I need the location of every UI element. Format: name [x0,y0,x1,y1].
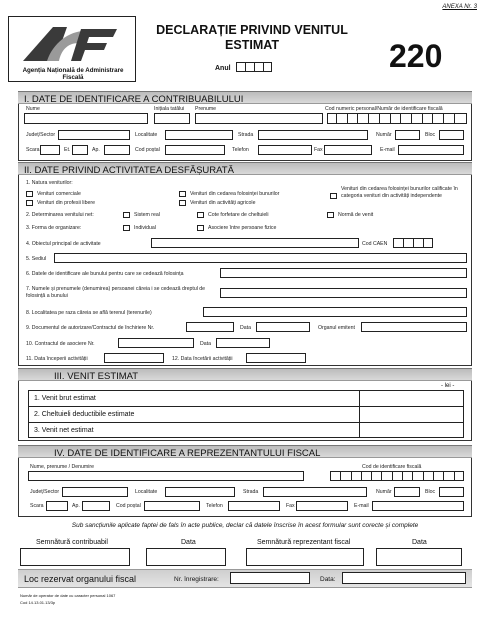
label-ap: Ap. [92,147,100,153]
rep-cif-field[interactable] [330,471,464,481]
label-rep-cod-postal: Cod poștal [116,503,141,509]
year-label: Anul [215,65,231,72]
label-determinarea: 2. Determinarea venitului net: [26,212,94,218]
declaration-text: Sub sancțiunile aplicate faptei de fals în acte publice, declar că datele înscrise în acest formular sunt corecte și complete [71,522,419,529]
label-bloc: Bloc [425,132,436,138]
label-telefon: Telefon [232,147,249,153]
label-persoane: 7. Numele și prenumele (denumirea) persoanei căreia i se cedează dreptul de folosință a bunului [26,286,206,299]
label-cote: Cote forfetare de cheltuieli [208,212,269,218]
contract-field[interactable] [118,338,194,348]
label-contract: 10. Contractul de asociere Nr. [26,341,95,347]
rep-ap-field[interactable] [82,501,110,511]
venit-cheltuieli-value[interactable] [360,407,464,422]
checkbox-asociere[interactable] [197,225,204,231]
label-individual: Individual [134,225,156,231]
label-etaj: Et. [64,147,71,153]
label-nume: Nume [26,106,40,112]
incetare-field[interactable] [246,353,306,363]
form-title-line1: DECLARAȚIE PRIVIND VENITUL [156,23,348,37]
anaf-logo-icon [9,19,135,67]
reserved-data-field[interactable] [342,572,466,584]
label-rep-localitate: Localitate [135,489,158,495]
label-rep-email: E-mail [354,503,369,509]
inceput-field[interactable] [104,353,164,363]
label-independente: Venituri din cedarea folosinței bunurilor calificate în categoria venituri din activități independente [341,186,458,199]
rep-telefon-field[interactable] [228,501,280,511]
label-asociere: Asociere între persoane fizice [208,225,277,231]
prenume-field[interactable] [195,113,323,124]
section-representative-header [18,445,472,458]
signature-reprezentant-field[interactable] [246,548,364,566]
obiect-field[interactable] [151,238,359,248]
cnp-field[interactable] [327,113,467,124]
label-rep-strada: Strada [243,489,259,495]
label-rep-fax: Fax [286,503,295,509]
form-title-line2: ESTIMAT [225,38,279,52]
venit-row-cheltuieli: 2. Cheltuieli deductibile estimate [34,411,135,418]
checkbox-cedarea[interactable] [179,191,186,197]
judet-field[interactable] [58,130,130,140]
checkbox-profesii[interactable] [26,200,33,206]
checkbox-independente[interactable] [330,193,337,199]
persoane-field[interactable] [220,288,467,298]
label-agricole: Venituri din activități agricole [190,200,256,206]
label-sig-contribuabil: Semnătură contribuabil [36,539,108,546]
rep-scara-field[interactable] [46,501,68,511]
label-comerciale: Venituri comerciale [37,191,81,197]
label-scara: Scara [26,147,40,153]
section-activity-title: II. DATE PRIVIND ACTIVITATEA DESFĂȘURATĂ [24,165,234,176]
cod-postal-field[interactable] [165,145,225,155]
signature-contribuabil-field[interactable] [20,548,130,566]
fax-field[interactable] [324,145,372,155]
agency-logo [8,16,136,82]
section-venit-header [18,368,472,381]
label-caen: Cod CAEN [362,241,388,247]
bloc-field[interactable] [439,130,464,140]
telefon-field[interactable] [258,145,312,155]
label-cod-postal: Cod poștal [135,147,160,153]
caen-field[interactable] [393,238,433,248]
strada-field[interactable] [258,130,368,140]
numar-field[interactable] [395,130,420,140]
label-numar: Număr [376,132,392,138]
footer-code: Cod 14.13.01.13/3p [20,600,56,605]
footer-operator: Număr de operator de date cu caracter personal 1067 [20,593,116,598]
label-rep-ap: Ap. [72,503,80,509]
checkbox-agricole[interactable] [179,200,186,206]
label-strada: Strada [238,132,254,138]
reserved-data-label: Data: [320,576,336,583]
section-venit-title: III. VENIT ESTIMAT [54,371,139,382]
label-prenume: Prenume [195,106,217,112]
section-identification-title: I. DATE DE IDENTIFICARE A CONTRIBUABILULUI [24,94,244,105]
sediul-field[interactable] [54,253,467,263]
label-cedarea: Venituri din cedarea folosinței bunurilor [190,191,280,197]
venit-unit: - lei - [441,383,455,389]
rep-cod-postal-field[interactable] [144,501,200,511]
checkbox-cote[interactable] [197,212,204,218]
venit-net-value[interactable] [360,423,464,438]
localitate-field[interactable] [165,130,233,140]
localitatea-field[interactable] [203,307,467,317]
year-field[interactable] [236,62,272,72]
label-data-documentul: Data [240,325,251,331]
rep-numar-field[interactable] [394,487,420,497]
section-representative-title: IV. DATE DE IDENTIFICARE A REPREZENTANTULUI FISCAL [54,448,321,459]
venit-table [28,390,464,438]
form-number: 220 [389,38,443,74]
rep-localitate-field[interactable] [165,487,235,497]
label-email: E-mail [380,147,395,153]
ap-field[interactable] [104,145,130,155]
reserved-nr-label: Nr. înregistrare: [174,576,219,583]
label-rep-bloc: Bloc [425,489,436,495]
bunul-field[interactable] [220,268,467,278]
signature-data1-field[interactable] [146,548,226,566]
reserved-nr-field[interactable] [230,572,310,584]
rep-bloc-field[interactable] [439,487,464,497]
data-documentul-field[interactable] [256,322,310,332]
label-documentul: 9. Documentul de autorizare/Contractul de închiriere Nr. [26,325,155,331]
label-inceput: 11. Data începerii activității [26,356,88,362]
organul-field[interactable] [361,322,467,332]
reserved-label: Loc rezervat organului fiscal [24,574,137,584]
label-sediul: 5. Sediul [26,256,47,262]
label-rep-telefon: Telefon [206,503,223,509]
label-profesii: Venituri din profesii libere [37,200,95,206]
nume-field[interactable] [24,113,148,124]
rep-fax-field[interactable] [296,501,348,511]
label-sig-data2: Data [412,539,427,546]
label-rep-cif: Cod de identificare fiscală [362,464,422,470]
label-natura: 1. Natura veniturilor: [26,180,73,186]
label-obiect: 4. Obiectul principal de activitate [26,241,101,247]
label-initiala: Inițiala tatălui [154,106,185,112]
checkbox-sistem-real[interactable] [123,212,130,218]
documentul-field[interactable] [186,322,234,332]
scara-field[interactable] [40,145,60,155]
venit-row-brut: 1. Venit brut estimat [34,395,96,402]
signature-data2-field[interactable] [376,548,462,566]
label-sistem-real: Sistem real [134,212,160,218]
rep-email-field[interactable] [372,501,464,511]
label-rep-nume: Nume, prenume / Denumire [30,464,95,470]
label-organul: Organul emitent [318,325,355,331]
label-bunul: 6. Datele de identificare ale bunului pentru care se cedează folosința [26,271,184,277]
label-incetare: 12. Data încetării activității [172,356,233,362]
label-judet: Județ/Sector [26,132,56,138]
annex-label: ANEXA Nr. 3 [442,4,477,10]
label-rep-scara: Scara [30,503,44,509]
label-norma: Normă de venit [338,212,374,218]
rep-judet-field[interactable] [62,487,128,497]
label-sig-data1: Data [181,539,196,546]
label-localitatea: 8. Localitatea pe raza căreia se află terenul (terenurile) [26,310,152,316]
venit-row-net: 3. Venit net estimat [34,427,94,434]
label-rep-numar: Număr [376,489,392,495]
label-cnp: Cod numeric personal/Număr de identificare fiscală [325,106,443,112]
checkbox-individual[interactable] [123,225,130,231]
section-activity-header [18,162,472,175]
venit-brut-value[interactable] [360,391,464,406]
section-identification-header [18,91,472,104]
agency-name: Agenția Națională de Administrare Fiscală [22,67,124,82]
label-forma: 3. Forma de organizare: [26,225,82,231]
rep-strada-field[interactable] [263,487,367,497]
initiala-field[interactable] [154,113,190,124]
etaj-field[interactable] [72,145,88,155]
label-fax: Fax [314,147,323,153]
email-field[interactable] [398,145,464,155]
data-contract-field[interactable] [216,338,270,348]
label-localitate: Localitate [135,132,158,138]
checkbox-comerciale[interactable] [26,191,33,197]
rep-nume-field[interactable] [28,471,304,481]
label-data-contract: Data [200,341,211,347]
label-rep-judet: Județ/Sector [30,489,60,495]
checkbox-norma[interactable] [327,212,334,218]
label-sig-reprezentant: Semnătură reprezentant fiscal [257,539,351,546]
